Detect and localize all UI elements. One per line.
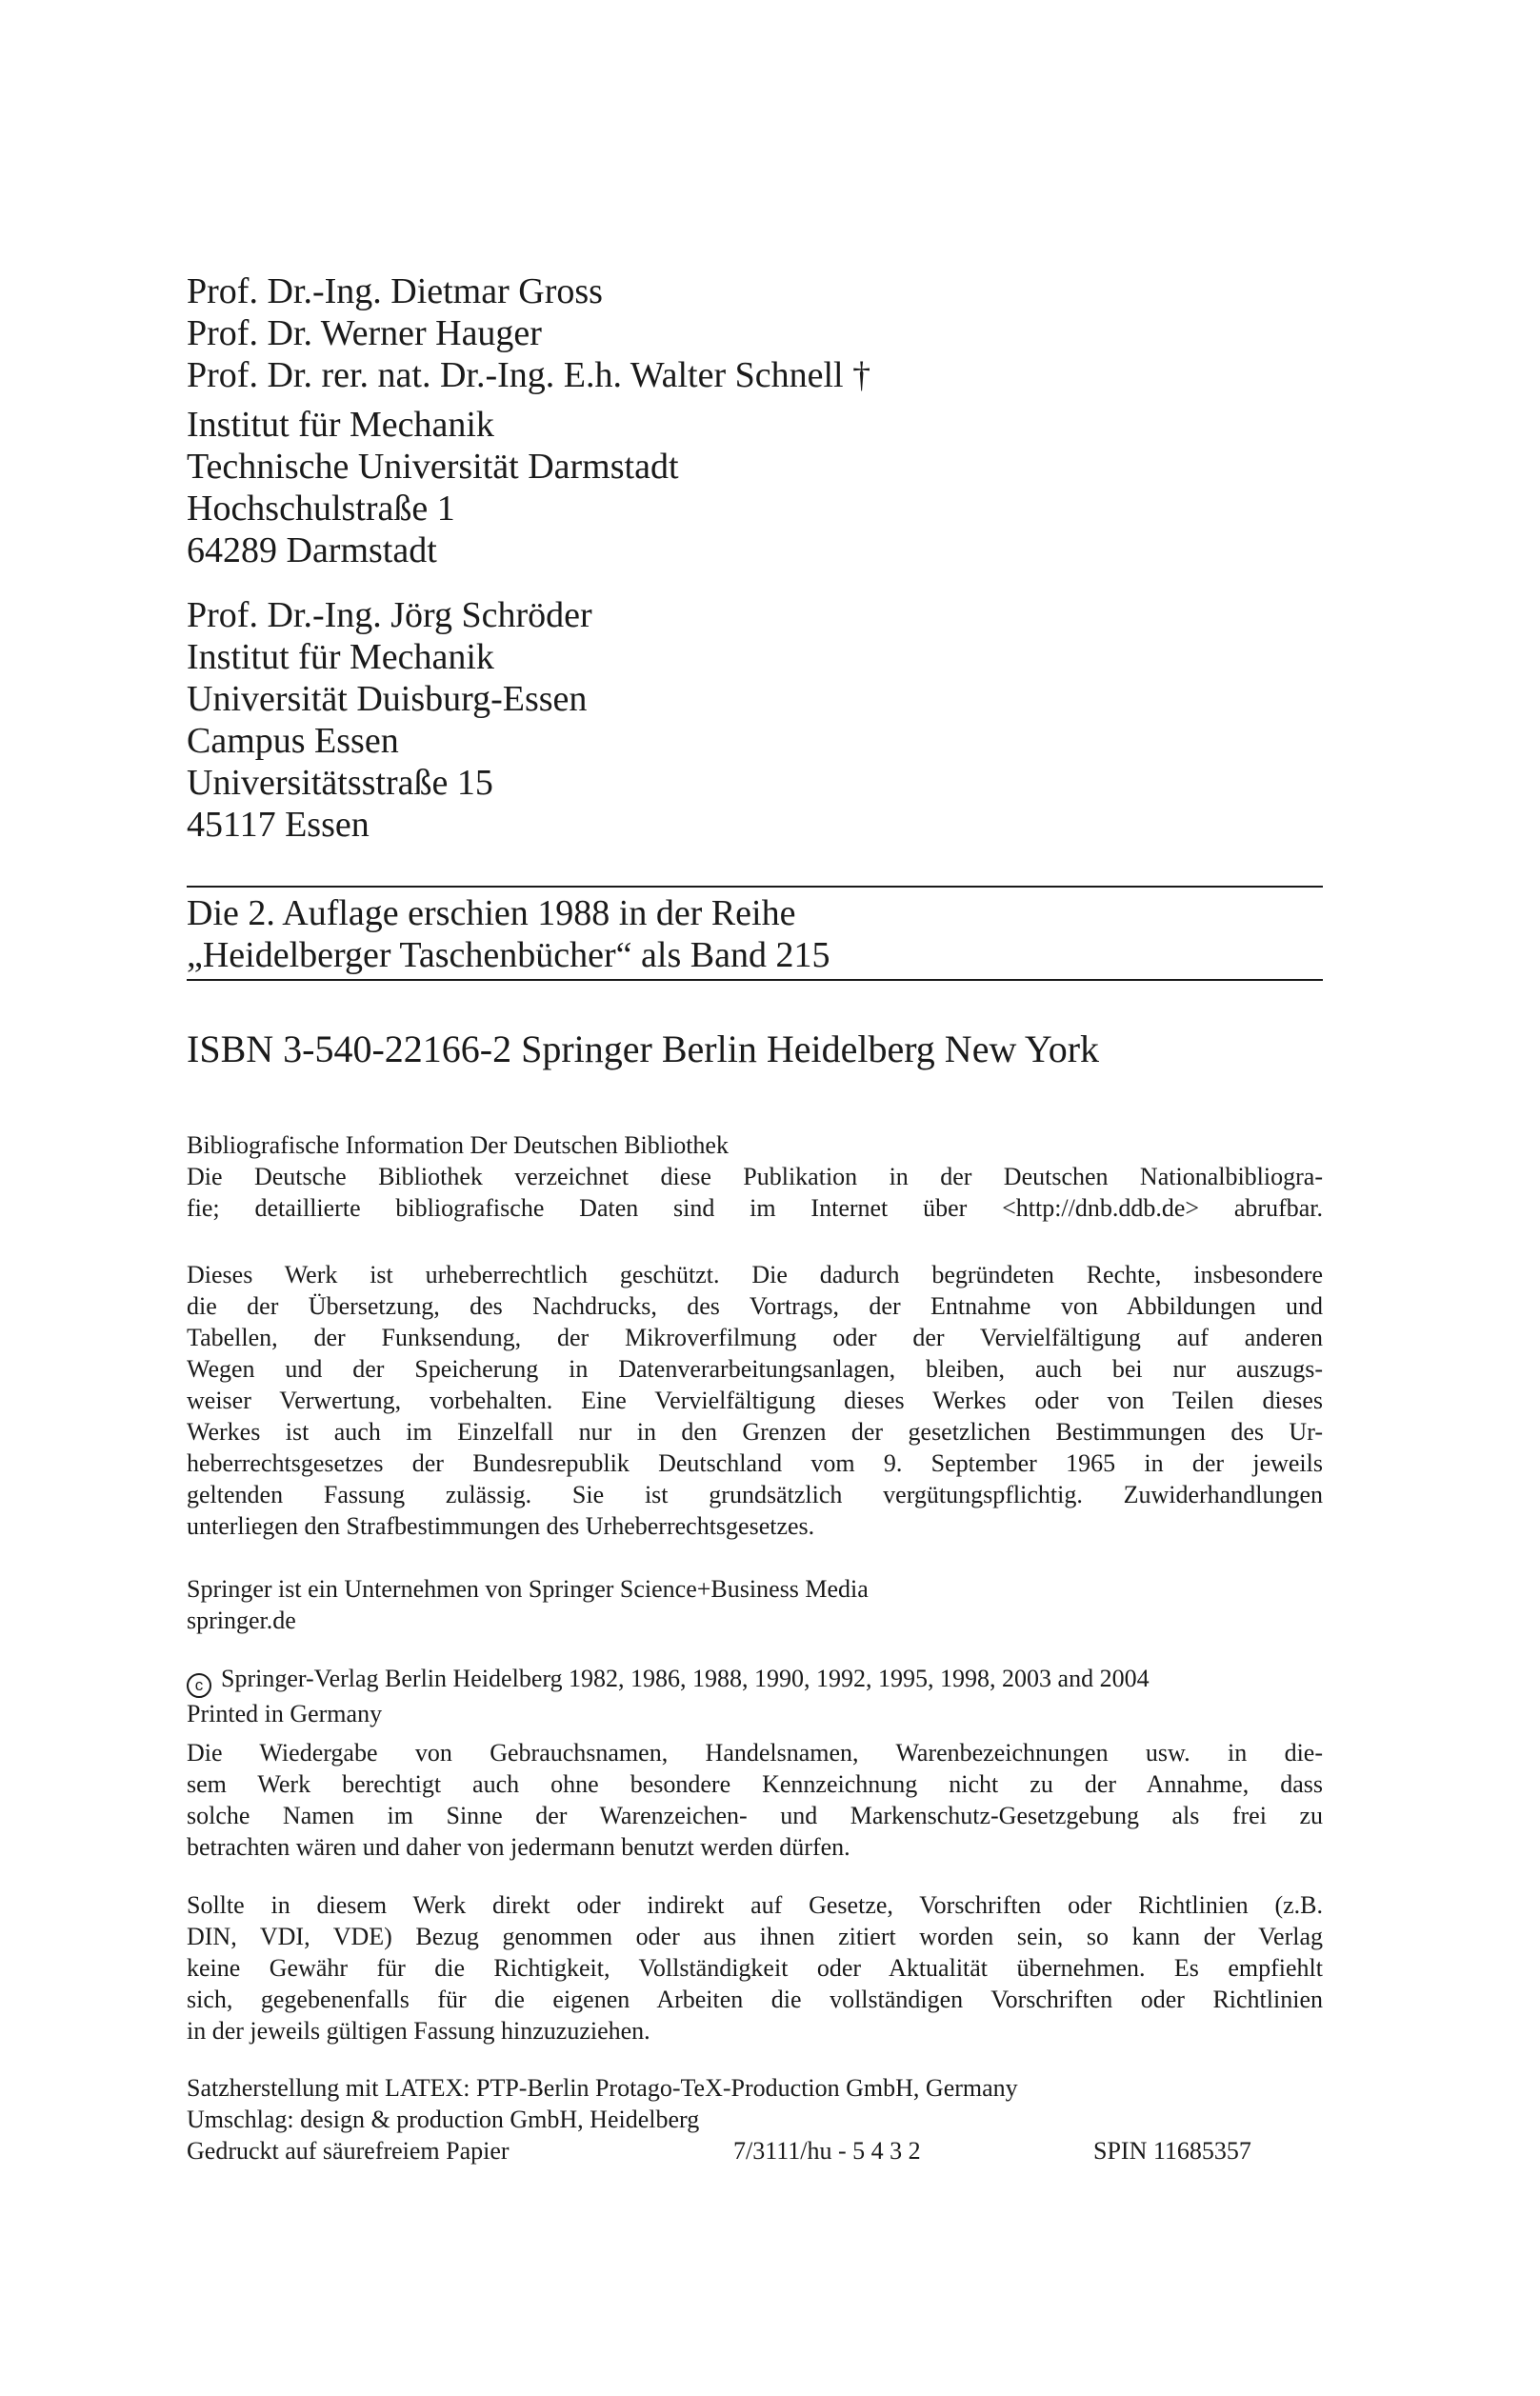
trademark-notice xyxy=(187,1737,1323,1863)
author-line: Prof. Dr. rer. nat. Dr.-Ing. E.h. Walter Schnell † xyxy=(187,355,871,395)
rights-line: Tabellen, der Funksendung, der Mikroverfilmung oder der Vervielfältigung auf anderen xyxy=(187,1324,1323,1351)
liability-notice xyxy=(187,1889,1323,2047)
author-line: Prof. Dr.-Ing. Jörg Schröder xyxy=(187,595,592,635)
rights-line: Dieses Werk ist urheberrechtlich geschützt. Die dadurch begründeten Rechte, insbesondere xyxy=(187,1261,1323,1288)
rights-line: die der Übersetzung, des Nachdrucks, des Vortrags, der Entnahme von Abbildungen und xyxy=(187,1292,1323,1320)
publisher-line: Springer ist ein Unternehmen von Springer Science+Business Media xyxy=(187,1575,869,1603)
bibliographic-info xyxy=(187,1129,1323,1224)
address-line: Hochschulstraße 1 xyxy=(187,489,455,529)
norms-line: sich, gegebenenfalls für die eigenen Arbeiten die vollständigen Vorschriften oder Richtlinien xyxy=(187,1986,1323,2013)
norms-line: in der jeweils gültigen Fassung hinzuzuziehen. xyxy=(187,2017,650,2045)
production-info xyxy=(187,2072,1323,2166)
isbn-line: ISBN 3-540-22166-2 Springer Berlin Heidelberg New York xyxy=(187,1028,1100,1070)
spin-number: SPIN 11685357 xyxy=(1093,2137,1251,2165)
copyright-text: Springer-Verlag Berlin Heidelberg 1982, 1986, 1988, 1990, 1992, 1995, 1998, 2003 and 2004 xyxy=(221,1665,1150,1692)
address-line: 64289 Darmstadt xyxy=(187,530,437,570)
paper-note: Gedruckt auf säurefreiem Papier xyxy=(187,2137,510,2165)
edition-line: „Heidelberger Taschenbücher“ als Band 215 xyxy=(187,935,830,975)
printed-in: Printed in Germany xyxy=(187,1700,383,1727)
rights-line: Werkes ist auch im Einzelfall nur in den Grenzen der gesetzlichen Bestimmungen des Ur- xyxy=(187,1418,1323,1446)
publisher-info xyxy=(187,1573,1323,1636)
address-line: Campus Essen xyxy=(187,721,399,761)
rights-line: Wegen und der Speicherung in Datenverarbeitungsanlagen, bleiben, auch bei nur auszugs- xyxy=(187,1355,1323,1383)
edition-note xyxy=(187,886,1323,981)
rights-line: geltenden Fassung zulässig. Sie ist grundsätzlich vergütungspflichtig. Zuwiderhandlungen xyxy=(187,1481,1323,1508)
address-line: Institut für Mechanik xyxy=(187,637,494,677)
names-line: solche Namen im Sinne der Warenzeichen- und Markenschutz-Gesetzgebung als frei zu xyxy=(187,1802,1323,1829)
author-line: Prof. Dr. Werner Hauger xyxy=(187,313,542,353)
copyright-icon: c xyxy=(187,1673,211,1698)
names-line: sem Werk berechtigt auch ohne besondere Kennzeichnung nicht zu der Annahme, dass xyxy=(187,1770,1323,1798)
names-line: betrachten wären und daher von jedermann benutzt werden dürfen. xyxy=(187,1833,850,1861)
print-code: 7/3111/hu - 5 4 3 2 xyxy=(733,2137,921,2165)
print-details-row xyxy=(187,2135,1323,2166)
rights-line: unterliegen den Strafbestimmungen des Urheberrechtsgesetzes. xyxy=(187,1512,815,1540)
edition-line: Die 2. Auflage erschien 1988 in der Reihe xyxy=(187,893,796,933)
rights-line: heberrechtsgesetzes der Bundesrepublik Deutschland vom 9. September 1965 in der jeweils xyxy=(187,1449,1323,1477)
biblio-line: Die Deutsche Bibliothek verzeichnet diese Publikation in der Deutschen Nationalbibliogra- xyxy=(187,1163,1323,1190)
copyright-line xyxy=(187,1663,1323,1698)
rights-line: weiser Verwertung, vorbehalten. Eine Vervielfältigung dieses Werkes oder von Teilen dieses xyxy=(187,1387,1323,1414)
names-line: Die Wiedergabe von Gebrauchsnamen, Handelsnamen, Warenbezeichnungen usw. in die- xyxy=(187,1739,1323,1767)
biblio-heading: Bibliografische Information Der Deutschen Bibliothek xyxy=(187,1131,729,1159)
norms-line: Sollte in diesem Werk direkt oder indirekt auf Gesetze, Vorschriften oder Richtlinien (z.B. xyxy=(187,1891,1323,1919)
publisher-website: springer.de xyxy=(187,1607,296,1634)
address-line: Institut für Mechanik xyxy=(187,405,494,445)
address-line: 45117 Essen xyxy=(187,805,370,845)
authors-section xyxy=(187,270,1323,846)
copyright-notice xyxy=(187,1259,1323,1542)
norms-line: DIN, VDI, VDE) Bezug genommen oder aus ihnen zitiert worden sein, so kann der Verlag xyxy=(187,1923,1323,1950)
address-line: Universität Duisburg-Essen xyxy=(187,679,588,719)
cover-line: Umschlag: design & production GmbH, Heidelberg xyxy=(187,2106,700,2133)
biblio-line: fie; detaillierte bibliografische Daten sind im Internet über <http://dnb.ddb.de> abrufbar. xyxy=(187,1194,1323,1222)
copyright-years xyxy=(187,1663,1323,1729)
typesetting-line: Satzherstellung mit LATEX: PTP-Berlin Protago-TeX-Production GmbH, Germany xyxy=(187,2074,1018,2102)
address-line: Technische Universität Darmstadt xyxy=(187,447,679,487)
norms-line: keine Gewähr für die Richtigkeit, Vollständigkeit oder Aktualität übernehmen. Es empfiehlt xyxy=(187,1954,1323,1982)
address-line: Universitätsstraße 15 xyxy=(187,763,493,803)
author-line: Prof. Dr.-Ing. Dietmar Gross xyxy=(187,271,603,311)
